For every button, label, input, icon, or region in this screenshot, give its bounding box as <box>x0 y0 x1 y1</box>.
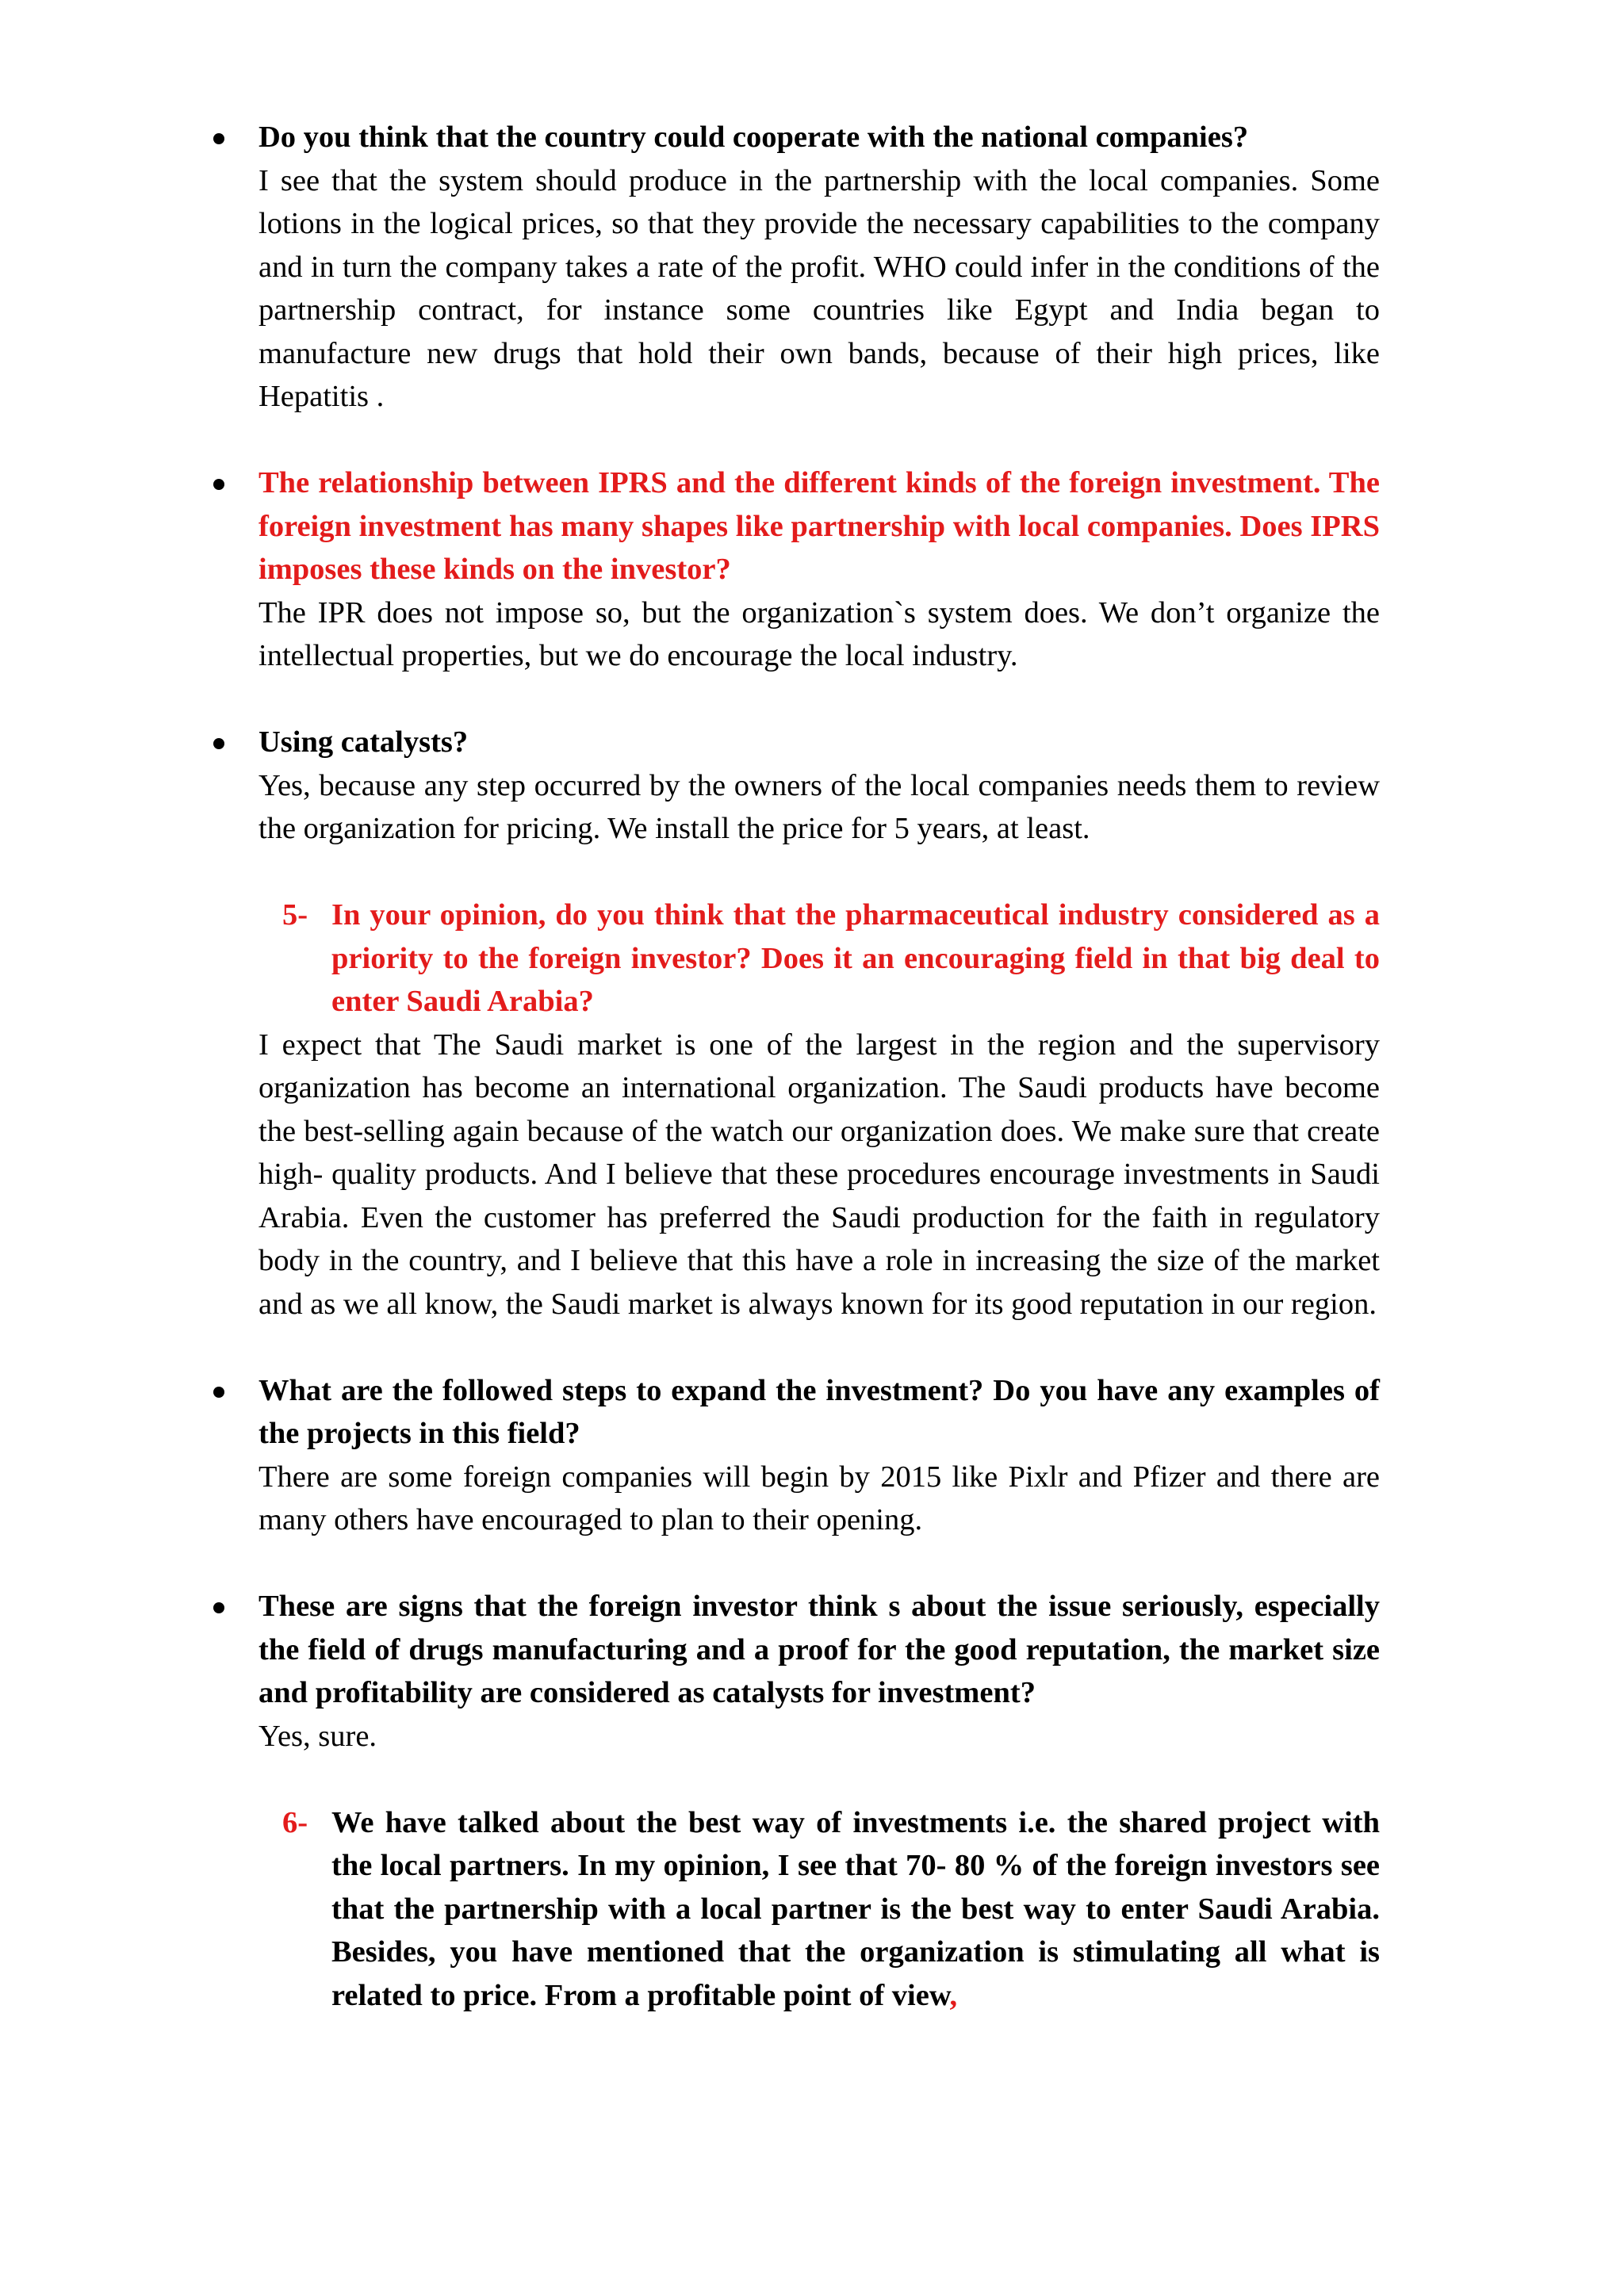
question-text <box>331 1801 1380 2018</box>
question-number: 5- <box>282 898 308 932</box>
qa-item <box>259 461 1380 678</box>
question-text: Do you think that the country could cooperate with the national companies? <box>259 121 1249 154</box>
bullet-icon <box>213 738 224 749</box>
question-text: What are the followed steps to expand the investment? Do you have any examples of the projects in this field? <box>259 1373 1380 1450</box>
bullet-icon <box>213 479 224 490</box>
bullet-icon <box>213 133 224 144</box>
answer-text: I expect that The Saudi market is one of the largest in the region and the supervisory organization has become an international organization. The Saudi products have become the best-selling again because of the watch our organization does. We make sure that create high- quality products. And I believe that these procedures encourage investments in Saudi Arabia. Even the customer has preferred the Saudi production for the faith in regulatory body in the country, and I believe that this have a role in increasing the size of the market and as we all know, the Saudi market is always known for its good reputation in our region. <box>259 1027 1380 1321</box>
numbered-question-item <box>259 894 1380 1326</box>
question-text: Using catalysts? <box>259 725 469 759</box>
document-body <box>259 116 1380 2017</box>
question-text-body: We have talked about the best way of investments i.e. the shared project with the local partners. In my opinion, I see that 70- 80 % of the foreign investors see that the partnership with a local partner is the best way to enter Saudi Arabia. Besides, you have mentioned that the organization is stimulating all what is related to price. From a profitable point of view <box>331 1805 1380 2012</box>
question-text: These are signs that the foreign investor think s about the issue seriously, especially the field of drugs manufacturing and a proof for the good reputation, the market size and profitability are considered as catalysts for investment? <box>259 1590 1380 1709</box>
answer-text: There are some foreign companies will begin by 2015 like Pixlr and Pfizer and there are many others have encouraged to plan to their opening. <box>259 1460 1380 1536</box>
answer-text: Yes, because any step occurred by the owners of the local companies needs them to review the organization for pricing. We install the price for 5 years, at least. <box>259 768 1380 845</box>
qa-item <box>259 1585 1380 1758</box>
qa-item <box>259 1369 1380 1542</box>
question-trailing-mark: , <box>949 1978 958 2012</box>
bullet-icon <box>213 1602 224 1613</box>
answer-text: Yes, sure. <box>259 1719 377 1753</box>
bullet-icon <box>213 1387 224 1398</box>
qa-item <box>259 116 1380 419</box>
question-number: 6- <box>282 1805 308 1839</box>
answer-text: The IPR does not impose so, but the organization`s system does. We don’t organize the intellectual properties, but we do encourage the local industry. <box>259 595 1380 672</box>
numbered-question-item <box>259 1801 1380 2018</box>
qa-item <box>259 721 1380 851</box>
answer-text: I see that the system should produce in the partnership with the local companies. Some lotions in the logical prices, so that they provide the necessary capabilities to the company and in turn the company takes a rate of the profit. WHO could infer in the conditions of the partnership contract, for instance some countries like Egypt and India began to manufacture new drugs that hold their own bands, because of their high prices, like Hepatitis . <box>259 163 1380 413</box>
question-text: In your opinion, do you think that the pharmaceutical industry considered as a priority to the foreign investor? Does it an encouraging field in that big deal to enter Saudi Arabia? <box>331 898 1380 1018</box>
question-text: The relationship between IPRS and the different kinds of the foreign investment. The foreign investment has many shapes like partnership with local companies. Does IPRS imposes these kinds on the investor? <box>259 466 1380 586</box>
